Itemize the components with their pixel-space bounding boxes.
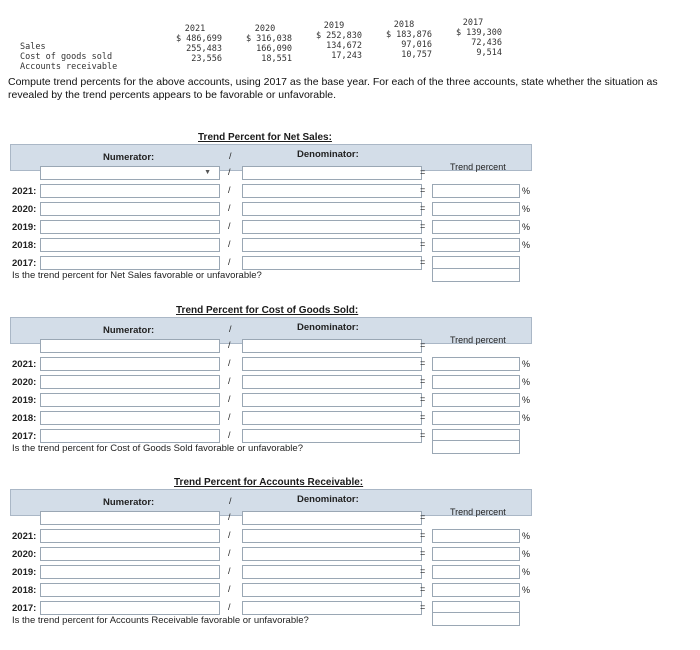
instructions: Compute trend percents for the above accounts, using 2017 as the base year. For each of the three accounts, state whether the situation as revealed by the trend percents appears to be favorable or unfavorable. (8, 76, 658, 101)
value-cell: $ 486,699 (175, 34, 222, 44)
year-label: 2021: (12, 186, 37, 197)
percent-symbol: % (522, 413, 531, 423)
denominator-input[interactable] (242, 256, 422, 270)
numerator-input[interactable] (40, 256, 220, 270)
equals-symbol: = (420, 185, 426, 195)
year-row-2019 (10, 220, 532, 236)
slash-symbol: / (229, 496, 232, 506)
slash-symbol: / (228, 412, 231, 422)
denominator-input[interactable] (242, 601, 422, 615)
equals-symbol: = (420, 257, 426, 267)
denominator-input[interactable] (242, 220, 422, 234)
year-label: 2017: (12, 258, 37, 269)
numerator-select[interactable] (40, 166, 220, 180)
slash-symbol: / (228, 530, 231, 540)
slash-symbol: / (228, 185, 231, 195)
numerator-input[interactable] (40, 220, 220, 234)
trend-percent-input[interactable] (432, 238, 520, 252)
equals-symbol: = (420, 584, 426, 594)
year-row-2018 (10, 583, 532, 599)
denominator-input[interactable] (242, 393, 422, 407)
denominator-input[interactable] (242, 238, 422, 252)
equals-symbol: = (420, 167, 426, 177)
equals-symbol: = (420, 239, 426, 249)
year-row-2018 (10, 238, 532, 254)
year-label: 2019: (12, 567, 37, 578)
slash-symbol: / (228, 512, 231, 522)
year-label: 2021: (12, 359, 37, 370)
slash-symbol: / (228, 239, 231, 249)
value-cell: 134,672 (326, 41, 362, 51)
year-header: 2017 (462, 18, 484, 28)
trend-percent-input[interactable] (432, 202, 520, 216)
trend-percent-input[interactable] (432, 220, 520, 234)
value-cell: 17,243 (331, 51, 362, 61)
numerator-input[interactable] (40, 565, 220, 579)
numerator-input[interactable] (40, 411, 220, 425)
year-label: 2018: (12, 585, 37, 596)
percent-symbol: % (522, 204, 531, 214)
year-label: 2017: (12, 431, 37, 442)
column-2019 (306, 21, 362, 61)
denominator-input[interactable] (242, 339, 422, 353)
percent-symbol: % (522, 549, 531, 559)
slash-symbol: / (228, 584, 231, 594)
numerator-input[interactable] (40, 583, 220, 597)
trend-percent-input[interactable] (432, 411, 520, 425)
numerator-header: Numerator: (103, 152, 155, 163)
denominator-input[interactable] (242, 184, 422, 198)
equals-symbol: = (420, 358, 426, 368)
value-cell: $ 139,300 (455, 28, 502, 38)
trend-percent-input[interactable] (432, 529, 520, 543)
numerator-input[interactable] (40, 238, 220, 252)
slash-symbol: / (228, 602, 231, 612)
equals-symbol: = (420, 530, 426, 540)
year-header: 2020 (254, 24, 276, 34)
slash-symbol: / (228, 430, 231, 440)
denominator-input[interactable] (242, 529, 422, 543)
slash-symbol: / (228, 167, 231, 177)
percent-symbol: % (522, 240, 531, 250)
year-label: 2020: (12, 377, 37, 388)
equals-symbol: = (420, 412, 426, 422)
value-cell: $ 252,830 (315, 31, 362, 41)
denominator-header: Denominator: (297, 322, 359, 333)
numerator-input[interactable] (40, 375, 220, 389)
equals-symbol: = (420, 548, 426, 558)
slash-symbol: / (228, 376, 231, 386)
value-cell: 166,090 (256, 44, 292, 54)
denominator-header: Denominator: (297, 149, 359, 160)
percent-symbol: % (522, 585, 531, 595)
year-label: 2019: (12, 395, 37, 406)
input-row-header (10, 335, 532, 355)
trend-percent-input[interactable] (432, 393, 520, 407)
year-row-2018 (10, 411, 532, 427)
equals-symbol: = (420, 512, 426, 522)
favorability-question: Is the trend percent for Net Sales favorable or unfavorable? (12, 270, 262, 281)
denominator-input[interactable] (242, 429, 422, 443)
trend-percent-input[interactable] (432, 184, 520, 198)
year-label: 2021: (12, 531, 37, 542)
input-row-header (10, 162, 532, 182)
net-sales-answer-input[interactable] (432, 268, 520, 282)
numerator-input[interactable] (40, 184, 220, 198)
equals-symbol: = (420, 430, 426, 440)
equals-symbol: = (420, 394, 426, 404)
section-title: Trend Percent for Cost of Goods Sold: (176, 305, 359, 316)
row-label-ar: Accounts receivable (20, 62, 118, 72)
year-label: 2018: (12, 240, 37, 251)
year-row-2020 (10, 547, 532, 563)
percent-symbol: % (522, 222, 531, 232)
numerator-header: Numerator: (103, 497, 155, 508)
numerator-input[interactable] (40, 601, 220, 615)
trend-percent-input[interactable] (432, 547, 520, 561)
year-row-2020 (10, 202, 532, 218)
percent-symbol: % (522, 567, 531, 577)
numerator-header: Numerator: (103, 325, 155, 336)
denominator-input[interactable] (242, 375, 422, 389)
denominator-input[interactable] (242, 202, 422, 216)
input-row-header (10, 507, 532, 527)
slash-symbol: / (229, 324, 232, 334)
year-row-2020 (10, 375, 532, 391)
value-cell: 23,556 (191, 54, 222, 64)
column-2021 (168, 24, 222, 64)
slash-symbol: / (228, 203, 231, 213)
slash-symbol: / (229, 151, 232, 161)
trend-percent-input[interactable] (432, 583, 520, 597)
slash-symbol: / (228, 566, 231, 576)
denominator-header: Denominator: (297, 494, 359, 505)
denominator-input[interactable] (242, 411, 422, 425)
value-cell: 9,514 (476, 48, 502, 58)
year-header: 2018 (393, 20, 415, 30)
trend-percent-header: Trend percent (450, 162, 506, 172)
slash-symbol: / (228, 340, 231, 350)
numerator-input[interactable] (40, 357, 220, 371)
trend-percent-header: Trend percent (450, 507, 506, 517)
section-title: Trend Percent for Accounts Receivable: (174, 477, 364, 488)
value-cell: 10,757 (401, 50, 432, 60)
year-header: 2019 (323, 21, 345, 31)
percent-symbol: % (522, 395, 531, 405)
year-row-2021 (10, 184, 532, 200)
numerator-input[interactable] (40, 393, 220, 407)
year-row-2021 (10, 357, 532, 373)
column-2018 (376, 20, 432, 60)
numerator-input[interactable] (40, 529, 220, 543)
slash-symbol: / (228, 358, 231, 368)
equals-symbol: = (420, 221, 426, 231)
denominator-input[interactable] (242, 565, 422, 579)
row-labels (20, 42, 117, 72)
ar-answer-input[interactable] (432, 612, 520, 626)
cogs-answer-input[interactable] (432, 440, 520, 454)
value-cell: 18,551 (261, 54, 292, 64)
year-row-2019 (10, 565, 532, 581)
row-label-cogs: Cost of goods sold (20, 52, 113, 62)
year-row-2021 (10, 529, 532, 545)
year-label: 2017: (12, 603, 37, 614)
equals-symbol: = (420, 340, 426, 350)
numerator-input[interactable] (40, 547, 220, 561)
value-cell: 255,483 (186, 44, 222, 54)
numerator-input[interactable] (40, 202, 220, 216)
column-2017 (444, 18, 502, 58)
denominator-input[interactable] (242, 166, 422, 180)
numerator-input[interactable] (40, 339, 220, 353)
trend-percent-input[interactable] (432, 375, 520, 389)
denominator-input[interactable] (242, 583, 422, 597)
year-header: 2021 (184, 24, 206, 34)
equals-symbol: = (420, 566, 426, 576)
numerator-input[interactable] (40, 511, 220, 525)
percent-symbol: % (522, 359, 531, 369)
dropdown-arrow-icon: ▼ (204, 169, 211, 176)
slash-symbol: / (228, 221, 231, 231)
column-2020 (238, 24, 292, 64)
slash-symbol: / (228, 394, 231, 404)
value-cell: $ 316,038 (245, 34, 292, 44)
percent-symbol: % (522, 531, 531, 541)
denominator-input[interactable] (242, 357, 422, 371)
section-title: Trend Percent for Net Sales: (198, 132, 332, 143)
favorability-question: Is the trend percent for Accounts Receivable favorable or unfavorable? (12, 615, 309, 626)
denominator-input[interactable] (242, 511, 422, 525)
trend-percent-header: Trend percent (450, 335, 506, 345)
year-label: 2020: (12, 204, 37, 215)
value-cell: 97,016 (401, 40, 432, 50)
year-label: 2018: (12, 413, 37, 424)
slash-symbol: / (228, 257, 231, 267)
percent-symbol: % (522, 377, 531, 387)
value-cell: 72,436 (471, 38, 502, 48)
year-row-2019 (10, 393, 532, 409)
trend-percent-input[interactable] (432, 357, 520, 371)
row-label-sales: Sales (20, 42, 46, 52)
slash-symbol: / (228, 548, 231, 558)
trend-percent-input[interactable] (432, 565, 520, 579)
equals-symbol: = (420, 376, 426, 386)
year-label: 2020: (12, 549, 37, 560)
numerator-input[interactable] (40, 429, 220, 443)
favorability-question: Is the trend percent for Cost of Goods Sold favorable or unfavorable? (12, 443, 303, 454)
value-cell: $ 183,876 (385, 30, 432, 40)
equals-symbol: = (420, 602, 426, 612)
equals-symbol: = (420, 203, 426, 213)
percent-symbol: % (522, 186, 531, 196)
denominator-input[interactable] (242, 547, 422, 561)
year-label: 2019: (12, 222, 37, 233)
